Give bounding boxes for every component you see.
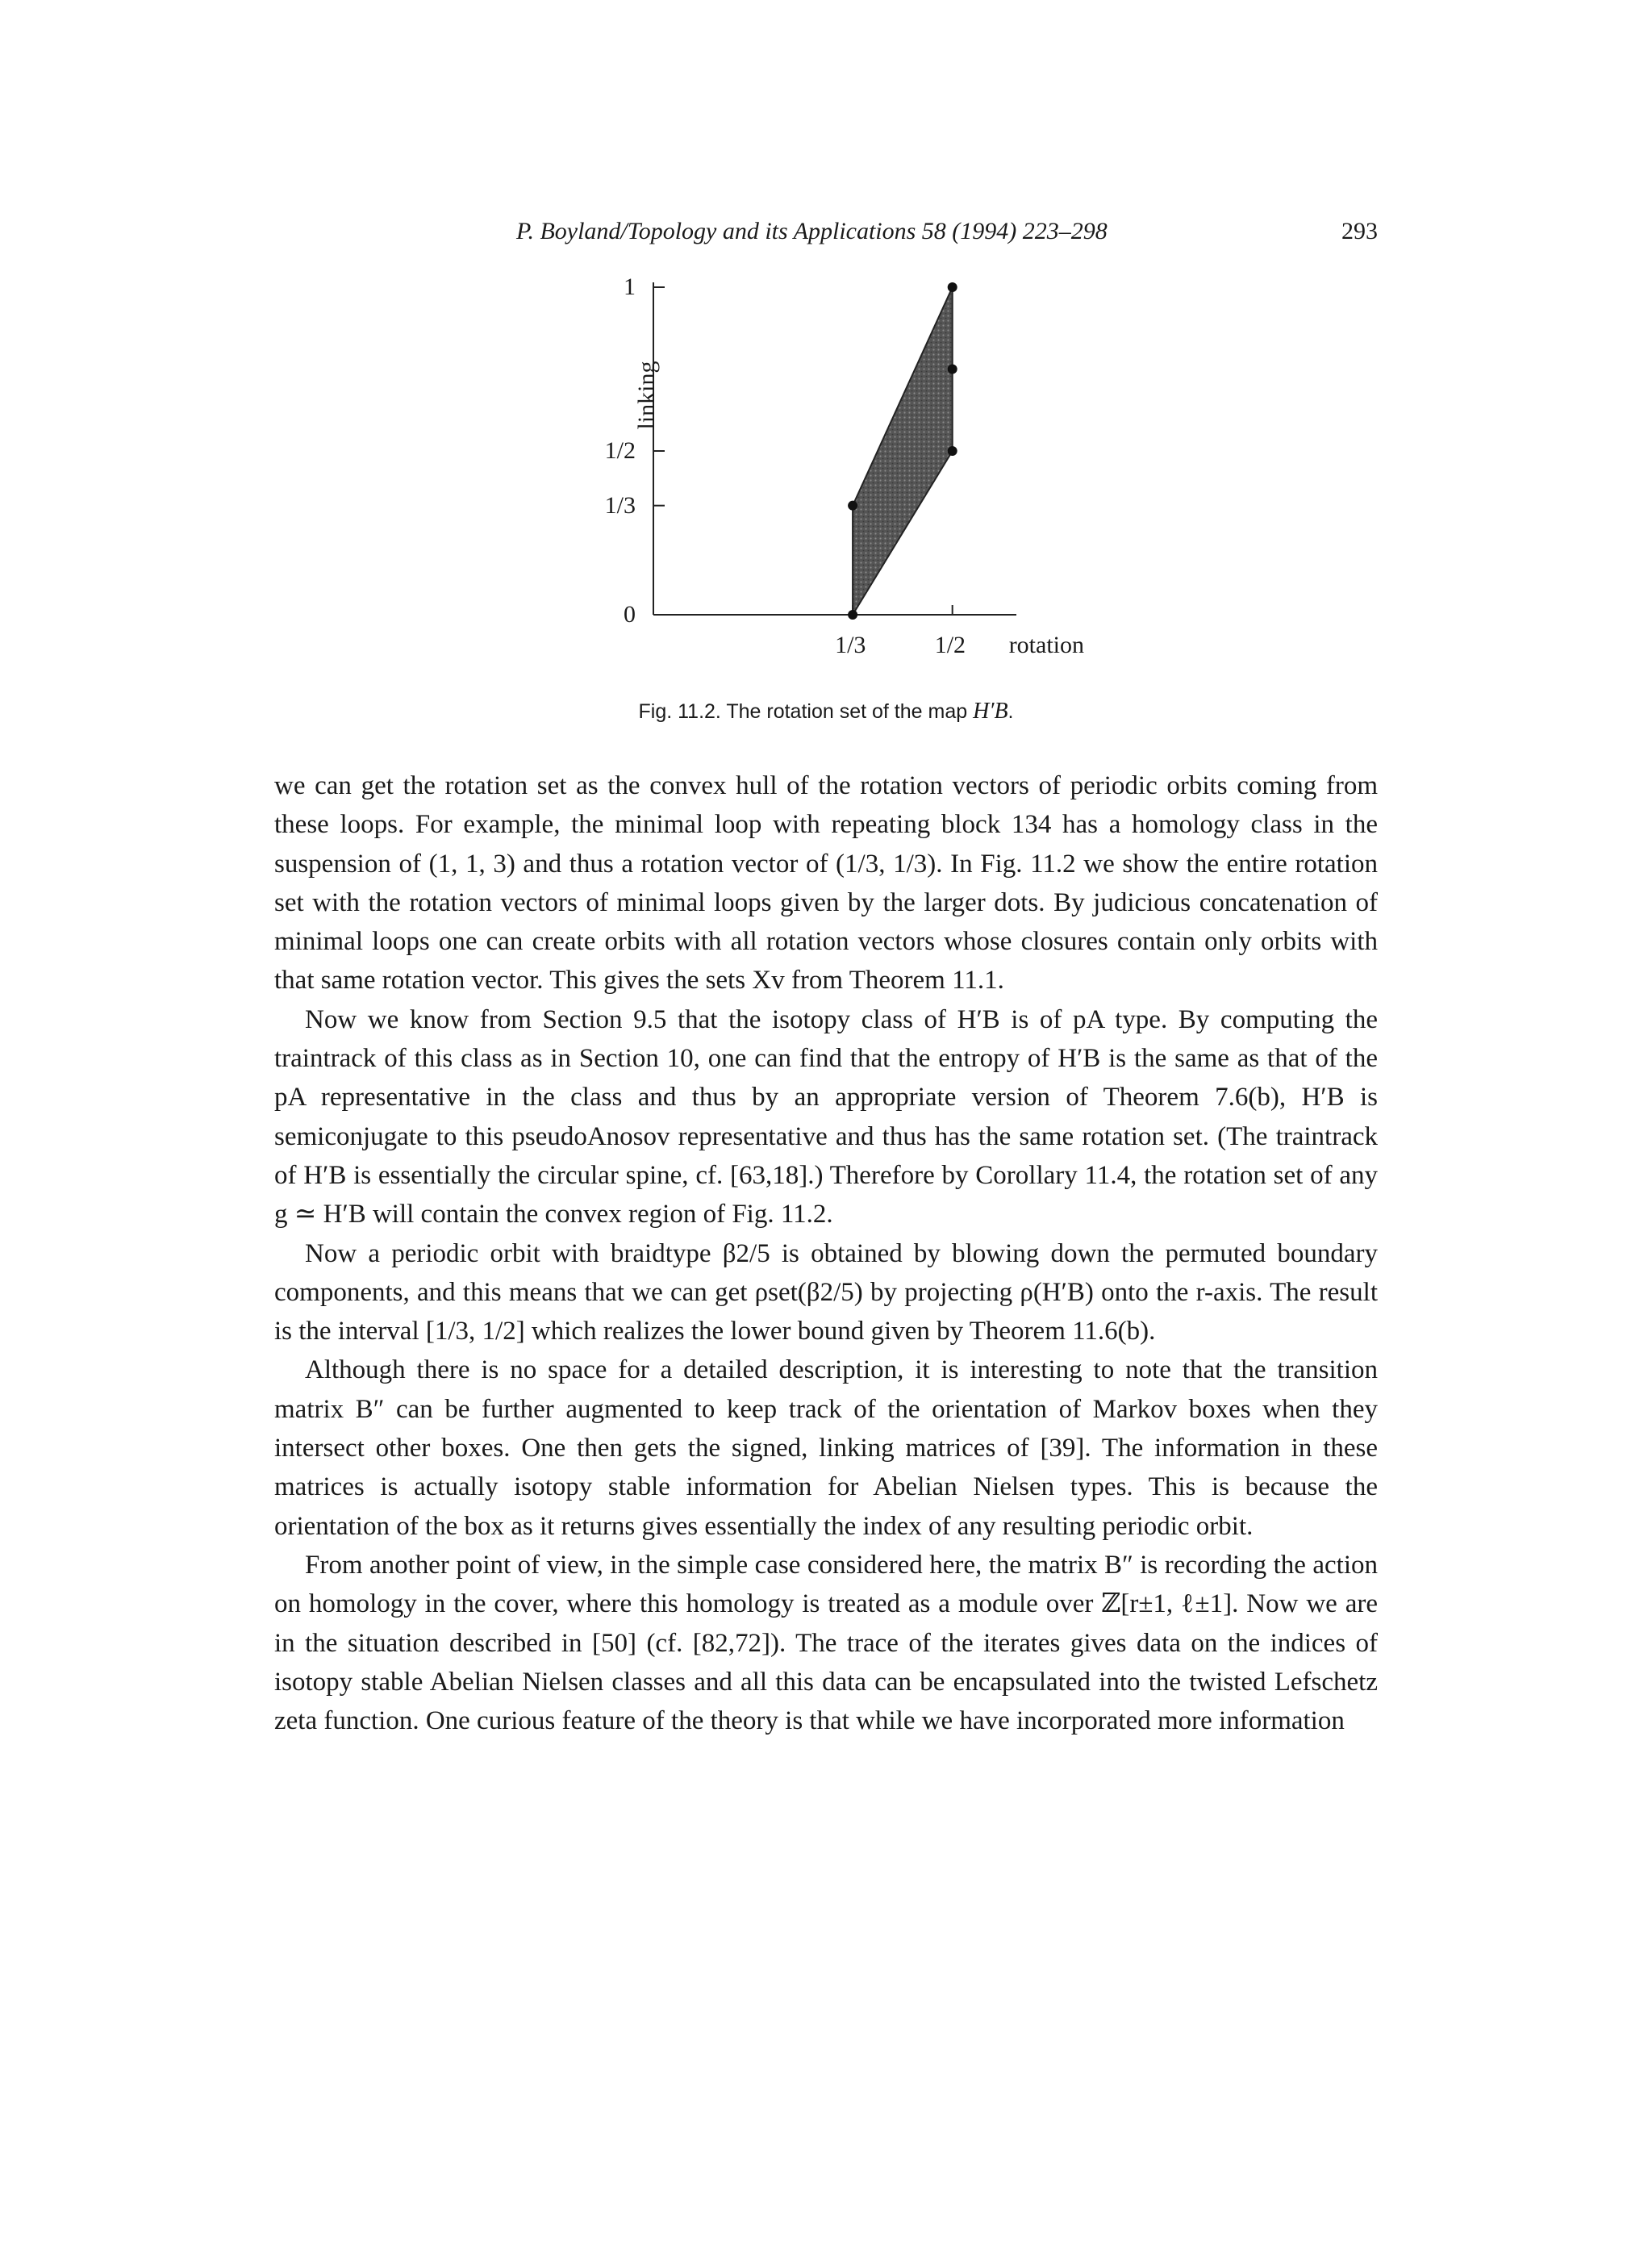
minimal-loop-point: [848, 501, 857, 511]
caption-text: Fig. 11.2. The rotation set of the map: [638, 700, 974, 723]
x-tick-label: 1/3: [835, 632, 866, 658]
figure-11-2: [565, 266, 1097, 686]
caption-end: .: [1007, 700, 1014, 723]
y-tick-label: 0: [624, 601, 636, 628]
rotation-set-chart: [565, 266, 1097, 686]
caption-map-name: H′B: [973, 699, 1008, 724]
paragraph-2: Now we know from Section 9.5 that the isotopy class of H′B is of pA type. By computing the traintrack of this class as in Section 10, one can find that the entropy of H′B is the same as that of the pA representative in the class and thus by an appropriate version of Theorem 7.6(b), H′B is semiconjugate to this pseudoAnosov representative and thus has the same rotation set. (The traintrack of H′B is essentially the circular spine, cf. [63,18].) Therefore by Corollary 11.4, the rotation set of any g ≃ H′B will contain the convex region of Fig. 11.2.: [274, 1004, 1378, 1229]
minimal-loop-point: [948, 282, 957, 292]
minimal-loop-point: [848, 610, 857, 620]
minimal-loop-point: [948, 365, 957, 374]
y-tick-label: 1/2: [604, 437, 636, 464]
y-axis-label: linking: [633, 361, 660, 430]
paragraph-1: we can get the rotation set as the convex hull of the rotation vectors of periodic orbits coming from these loops. For example, the minimal loop with repeating block 134 has a homology class in the suspension of (1, 1, 3) and thus a rotation vector of (1/3, 1/3). In Fig. 11.2 we show the entire rotation set with the rotation vectors of minimal loops given by the larger dots. By judicious concatenation of minimal loops one can create orbits with all rotation vectors whose closures contain only orbits with that same rotation vector. This gives the sets Xv from Theorem 11.1.: [274, 771, 1378, 996]
paragraph-4: Although there is no space for a detailed description, it is interesting to note that the transition matrix B″ can be further augmented to keep track of the orientation of Markov boxes when they intersect other boxes. One then gets the signed, linking matrices of [39]. The information in these matrices is actually isotopy stable information for Abelian Nielsen types. This is because the orientation of the box as it returns gives essentially the index of any resulting periodic orbit.: [274, 1355, 1378, 1541]
x-tick-label: 1/2: [934, 632, 966, 658]
paragraph-3: Now a periodic orbit with braidtype β2/5 is obtained by blowing down the permuted boundary components, and this means that we can get ρset(β2/5) by projecting ρ(H′B) onto the r-axis. The result is the interval [1/3, 1/2] which realizes the lower bound given by Theorem 11.6(b).: [274, 1238, 1378, 1346]
figure-caption: [274, 695, 1378, 728]
paragraph-5: From another point of view, in the simple case considered here, the matrix B″ is recording the action on homology in the cover, where this homology is treated as a module over ℤ[r±1, ℓ±1]. Now we are in the situation described in [50] (cf. [82,72]). The trace of the iterates gives data on the indices of isotopy stable Abelian Nielsen classes and all this data can be encapsulated into the twisted Lefschetz zeta function. One curious feature of the theory is that while we have incorporated more information: [274, 1550, 1378, 1736]
y-tick-label: 1: [624, 273, 636, 300]
y-tick-label: 1/3: [604, 491, 636, 519]
x-axis-label: rotation: [1008, 632, 1084, 658]
running-head-title: P. Boyland/Topology and its Applications 58 (1994) 223–298: [516, 218, 1108, 244]
body-text: [274, 766, 1378, 1740]
page-number: 293: [1341, 218, 1378, 244]
running-head: [274, 211, 1378, 252]
rotation-set-region: [853, 287, 953, 615]
minimal-loop-point: [948, 446, 957, 456]
